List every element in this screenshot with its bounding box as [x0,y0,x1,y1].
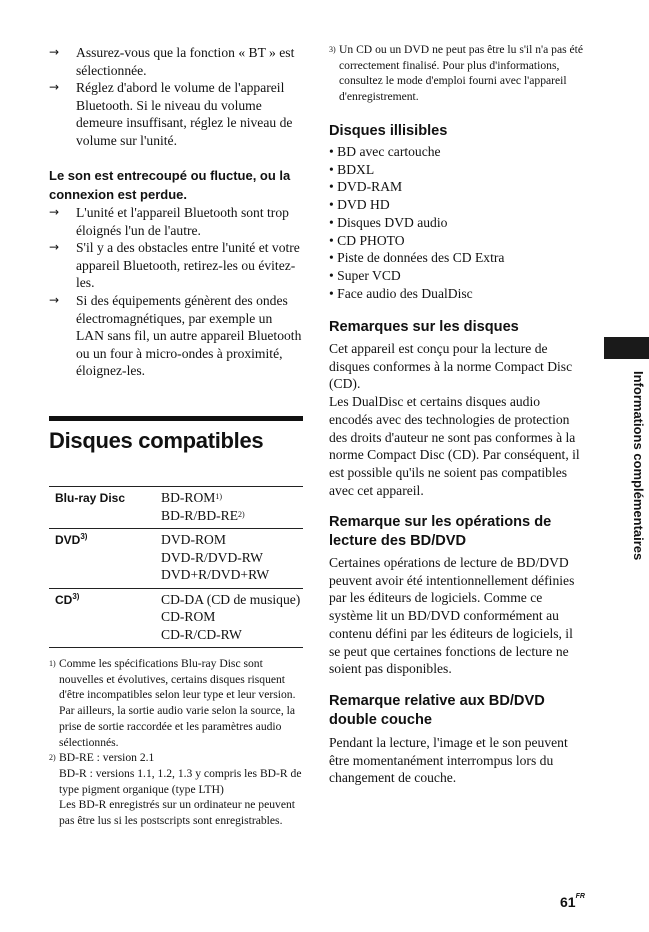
side-section-label: Informations complémentaires [631,371,646,561]
footnote-ref: 3) [80,532,88,541]
troubleshoot-subheading: Le son est entrecoupé ou fluctue, ou la connexion est perdue. [49,168,291,202]
list-item [49,44,303,79]
bullet-icon: • [329,267,334,283]
disc-formats [161,591,303,644]
list-item-text: S'il y a des obstacles entre l'unité et votre appareil Bluetooth, retirez-les ou évitez-les. [76,240,300,290]
double-layer-heading: Remarque relative aux BD/DVD double couche [329,693,545,728]
disc-formats [161,531,303,584]
page-number [560,894,585,910]
remarks-heading: Remarques sur les disques [329,319,519,335]
footnote-text: Comme les spécifications Blu-ray Disc sont nouvelles et évolutives, certains disques risquent d'être incompatibles selon leur type et leur version. Par ailleurs, la sortie audio varie selon la source, la prise de sortie raccordée et les paramètres audio sélectionnés. [59,657,296,749]
list-item [329,161,587,179]
disc-format [161,507,303,525]
footnote-ref: 3) [72,591,80,601]
disc-format: DVD-ROM [161,532,226,547]
table-row [49,487,303,529]
footnote [49,656,305,750]
list-item-text: DVD-RAM [337,179,403,195]
bullet-icon: • [329,161,334,177]
disc-format: DVD+R/DVD+RW [161,567,270,582]
list-item-text: BD avec cartouche [337,144,441,159]
bullet-icon: • [329,285,334,301]
table-row [49,589,303,649]
disc-type-label: CD [55,592,73,607]
list-item [329,178,587,196]
bullet-icon: • [329,144,334,159]
arrow-icon: → [49,240,60,254]
disc-format-text: BD-R/BD-RE [161,507,239,523]
list-item [329,196,587,214]
arrow-icon: → [49,45,60,59]
footnote-ref: 2) [238,509,245,519]
footnote-ref: 1) [215,492,223,501]
list-item [329,285,587,303]
bullet-icon: • [329,197,334,213]
remarks-paragraph: Cet appareil est conçu pour la lecture de disques conformes à la norme Compact Disc (CD). Les DualDisc et certains disques audio encodés avec des technologies de protection des droits d'auteur ne sont pas conformes à la norme Compact Disc (CD). Par conséquent, il est possible qu'ils ne soient pas compatibles avec cet appareil. [329,341,580,498]
footnote [49,750,305,829]
list-item [329,249,587,267]
list-item [329,232,587,250]
section-divider [49,416,303,421]
page-language-code: FR [575,893,585,900]
disc-format-text: BD-ROM [161,490,216,505]
disc-format: CD-DA (CD de musique) [161,591,301,607]
table-row [49,529,303,589]
list-item [329,214,587,232]
disc-formats [161,489,303,524]
list-item-text: Si des équipements génèrent des ondes électromagnétiques, par exemple un LAN sans fil, un autre appareil Bluetooth ou un four à micro-ondes à proximité, éloignez-les. [76,293,302,378]
list-item [49,239,303,292]
list-item-text: Assurez-vous que la fonction « BT » est sélectionnée. [76,45,295,78]
compatible-discs-table [49,486,303,648]
list-item [329,267,587,285]
list-item-text: Piste de données des CD Extra [337,250,505,266]
list-item-text: Disques DVD audio [337,214,448,230]
list-item [329,143,587,161]
arrow-icon: → [49,205,60,219]
page-number-value: 61 [560,894,576,910]
double-layer-paragraph: Pendant la lecture, l'image et le son peuvent être momentanément interrompus lors du changement de couche. [329,735,568,786]
disc-format: DVD-R/DVD-RW [161,549,263,565]
list-item-text: CD PHOTO [337,232,405,248]
list-item-text: Super VCD [337,267,401,283]
unreadable-heading: Disques illisibles [329,123,448,139]
operations-heading: Remarque sur les opérations de lecture des BD/DVD [329,514,552,549]
footnote-number: 1) [49,659,56,668]
list-item [49,79,303,149]
list-item-text: Face audio des DualDisc [337,285,473,301]
arrow-icon: → [49,293,60,307]
disc-format: CD-ROM [161,609,216,624]
operations-paragraph: Certaines opérations de lecture de BD/DVD peuvent avoir été intentionnellement définies par les éditeurs de logiciels. Comme ce système lit un BD/DVD conformément au contenu défini par les éditeurs de logiciels, il se peut que certaines fonctions de lecture ne soient pas disponibles. [329,555,575,677]
bullet-icon: • [329,214,334,230]
list-item [49,204,303,239]
unreadable-list [329,143,587,302]
footnote-text: BD-RE : version 2.1 BD-R : versions 1.1, 1.2, 1.3 y compris les BD-R de type pigment organique (type LTH) Les BD-R enregistrés sur un ordinateur ne peuvent pas être lus si les postscripts sont enregistrables. [59,751,302,828]
list-item-text: BDXL [337,161,375,177]
arrow-icon: → [49,80,60,94]
list-item-text: Réglez d'abord le volume de l'appareil Bluetooth. Si le niveau du volume demeure insuffisant, réglez le niveau de volume sur l'unité. [76,80,293,148]
bullet-icon: • [329,250,334,266]
disc-type [55,593,79,607]
section-tab-marker [604,337,649,359]
disc-format [161,489,303,507]
disc-format: CD-R/CD-RW [161,626,242,642]
footnote-number: 3) [329,45,336,54]
footnote-number: 2) [49,753,56,763]
section-title: Disques compatibles [49,428,264,453]
list-item-text: DVD HD [337,197,390,213]
disc-type [55,491,125,505]
footnote-text: Un CD ou un DVD ne peut pas être lu s'il n'a pas été correctement finalisé. Pour plus d'informations, consultez le mode d'emploi fourni avec l'appareil d'enregistrement. [339,43,584,104]
footnote [329,42,587,105]
disc-type [55,533,87,547]
list-item [49,292,303,380]
bullet-icon: • [329,179,334,195]
list-item-text: L'unité et l'appareil Bluetooth sont trop éloignés l'un de l'autre. [76,205,289,238]
footnotes [49,656,305,829]
disc-type-label: Blu-ray Disc [55,491,126,505]
bullet-icon: • [329,232,334,248]
disc-type-label: DVD [55,533,81,547]
